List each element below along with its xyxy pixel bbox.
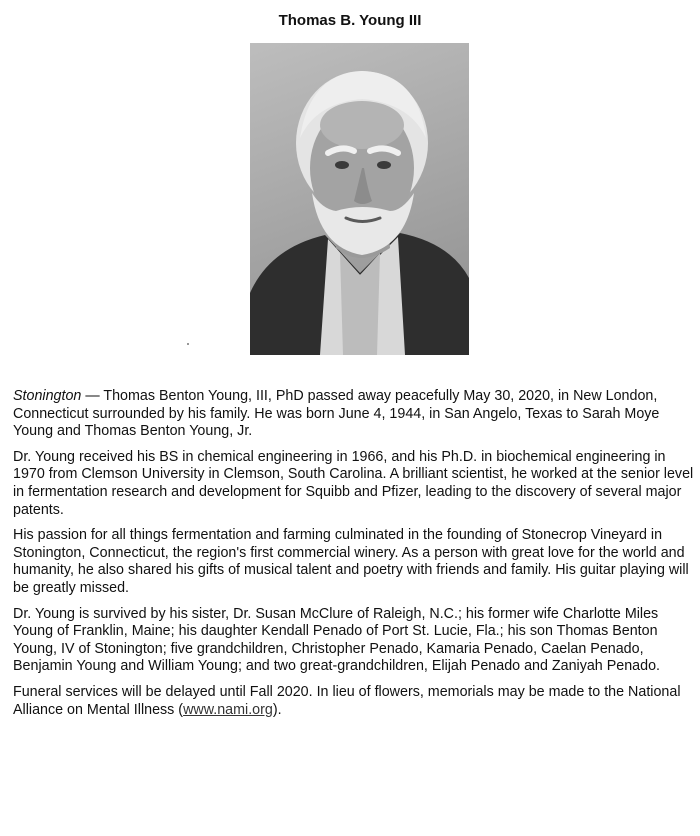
portrait-illustration xyxy=(250,43,469,355)
services-end: ). xyxy=(272,701,282,718)
dateline-place: Stonington xyxy=(13,388,82,404)
paragraph-intro xyxy=(13,388,695,441)
obituary-title: Thomas B. Young III xyxy=(278,12,422,29)
scan-speck xyxy=(187,343,189,345)
portrait-photo xyxy=(250,43,469,355)
intro-text: — Thomas Benton Young, III, PhD passed away peacefully May 30, 2020, in New London, Connecticut surrounded by his family. He was born June 4, 1944, in San Angelo, Texas to Sarah Moye Young and Thomas Benton Young, Jr. xyxy=(13,388,660,440)
obituary-body xyxy=(13,388,695,727)
paragraph-passion: His passion for all things fermentation and farming culminated in the founding of Stonecrop Vineyard in Stonington, Connecticut, the region's first commercial winery. As a person with great love for the world and humanity, he also shared his gifts of musical talent and poetry with friends and family. His guitar playing will be greatly missed. xyxy=(13,527,689,596)
services-text: Funeral services will be delayed until Fall 2020. In lieu of flowers, memorials may be made to the National Alliance on Mental Illness ( xyxy=(13,683,681,718)
paragraph-survivors: Dr. Young is survived by his sister, Dr. Susan McClure of Raleigh, N.C.; his former wife Charlotte Miles Young of Franklin, Maine; his daughter Kendall Penado of Port St. Lucie, Fla.; his son Thomas Benton Young, IV of Stonington; five grandchildren, Christopher Penado, Kamaria Penado, Caelan Penado, Benjamin Young and William Young; and two great-grandchildren, Elijah Penado and Zaniyah Penado. xyxy=(13,605,660,675)
paragraph-education: Dr. Young received his BS in chemical engineering in 1966, and his Ph.D. in biochemical engineering in 1970 from Clemson University in Clemson, South Carolina. A brilliant scientist, he worked at the senior level in fermentation research and development for Squibb and Pfizer, leading to the discovery of several major patents. xyxy=(13,448,694,518)
nami-link[interactable]: www.nami.org xyxy=(183,701,273,718)
paragraph-services xyxy=(13,684,695,719)
